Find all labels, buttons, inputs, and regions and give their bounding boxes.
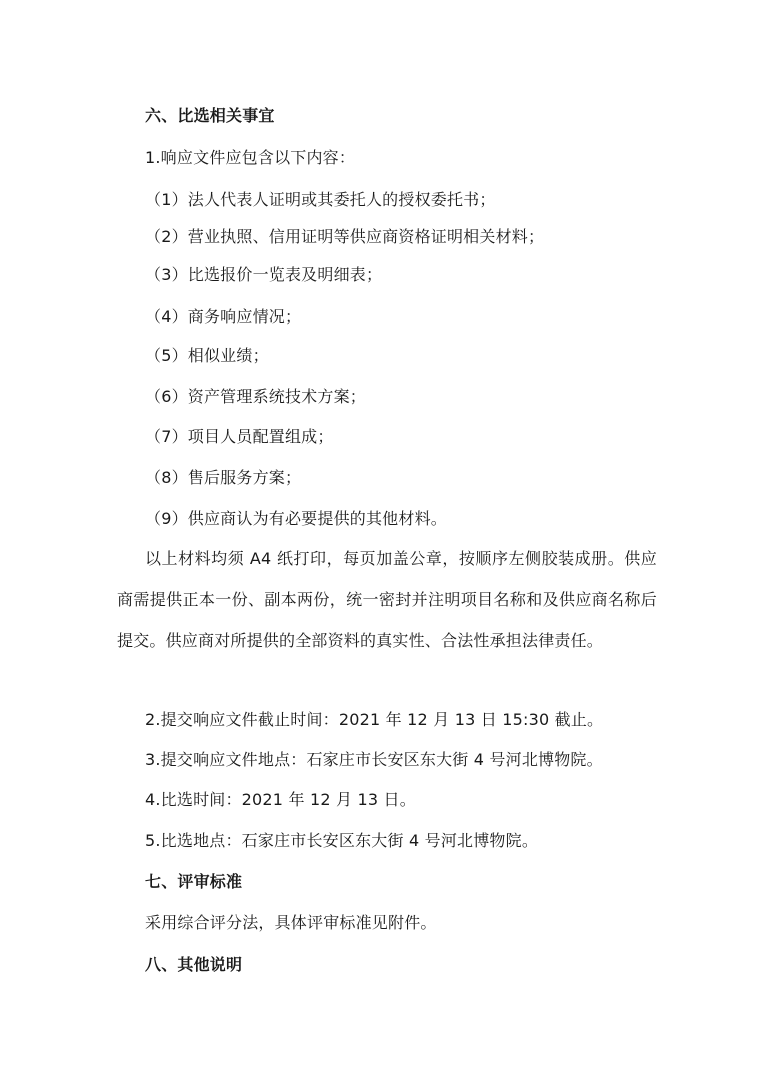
section-6-item-1: 1.响应文件应包含以下内容：: [145, 148, 356, 167]
subitem-6: （6）资产管理系统技术方案；: [145, 387, 366, 406]
subitem-9: （9）供应商认为有必要提供的其他材料。: [145, 509, 447, 528]
subitem-5: （5）相似业绩；: [145, 346, 269, 365]
section-8-heading: 八、其他说明: [145, 955, 243, 974]
section-6-item-5: 5.比选地点：石家庄市长安区东大街 4 号河北博物院。: [145, 831, 539, 850]
section-6-heading: 六、比选相关事宜: [145, 106, 275, 125]
section-6-item-3: 3.提交响应文件地点：石家庄市长安区东大街 4 号河北博物院。: [145, 750, 603, 769]
subitem-7: （7）项目人员配置组成；: [145, 427, 334, 446]
subitem-2: （2）营业执照、信用证明等供应商资格证明相关材料；: [145, 227, 545, 246]
section-6-item-4: 4.比选时间：2021 年 12 月 13 日。: [145, 790, 416, 809]
subitem-1: （1）法人代表人证明或其委托人的授权委托书；: [145, 190, 496, 209]
section-7-text: 采用综合评分法，具体评审标准见附件。: [145, 913, 437, 932]
subitem-4: （4）商务响应情况；: [145, 307, 302, 326]
subitem-3: （3）比选报价一览表及明细表；: [145, 265, 383, 284]
subitem-8: （8）售后服务方案；: [145, 468, 302, 487]
section-7-heading: 七、评审标准: [145, 872, 243, 891]
materials-paragraph: 以上材料均须 A4 纸打印，每页加盖公章，按顺序左侧胶装成册。供应商需提供正本一份、副本两份，统一密封并注明项目名称和及供应商名称后提交。供应商对所提供的全部资料的真实性、合法性承担法律责任。: [117, 549, 657, 650]
section-6-item-2: 2.提交响应文件截止时间：2021 年 12 月 13 日 15:30 截止。: [145, 710, 604, 729]
